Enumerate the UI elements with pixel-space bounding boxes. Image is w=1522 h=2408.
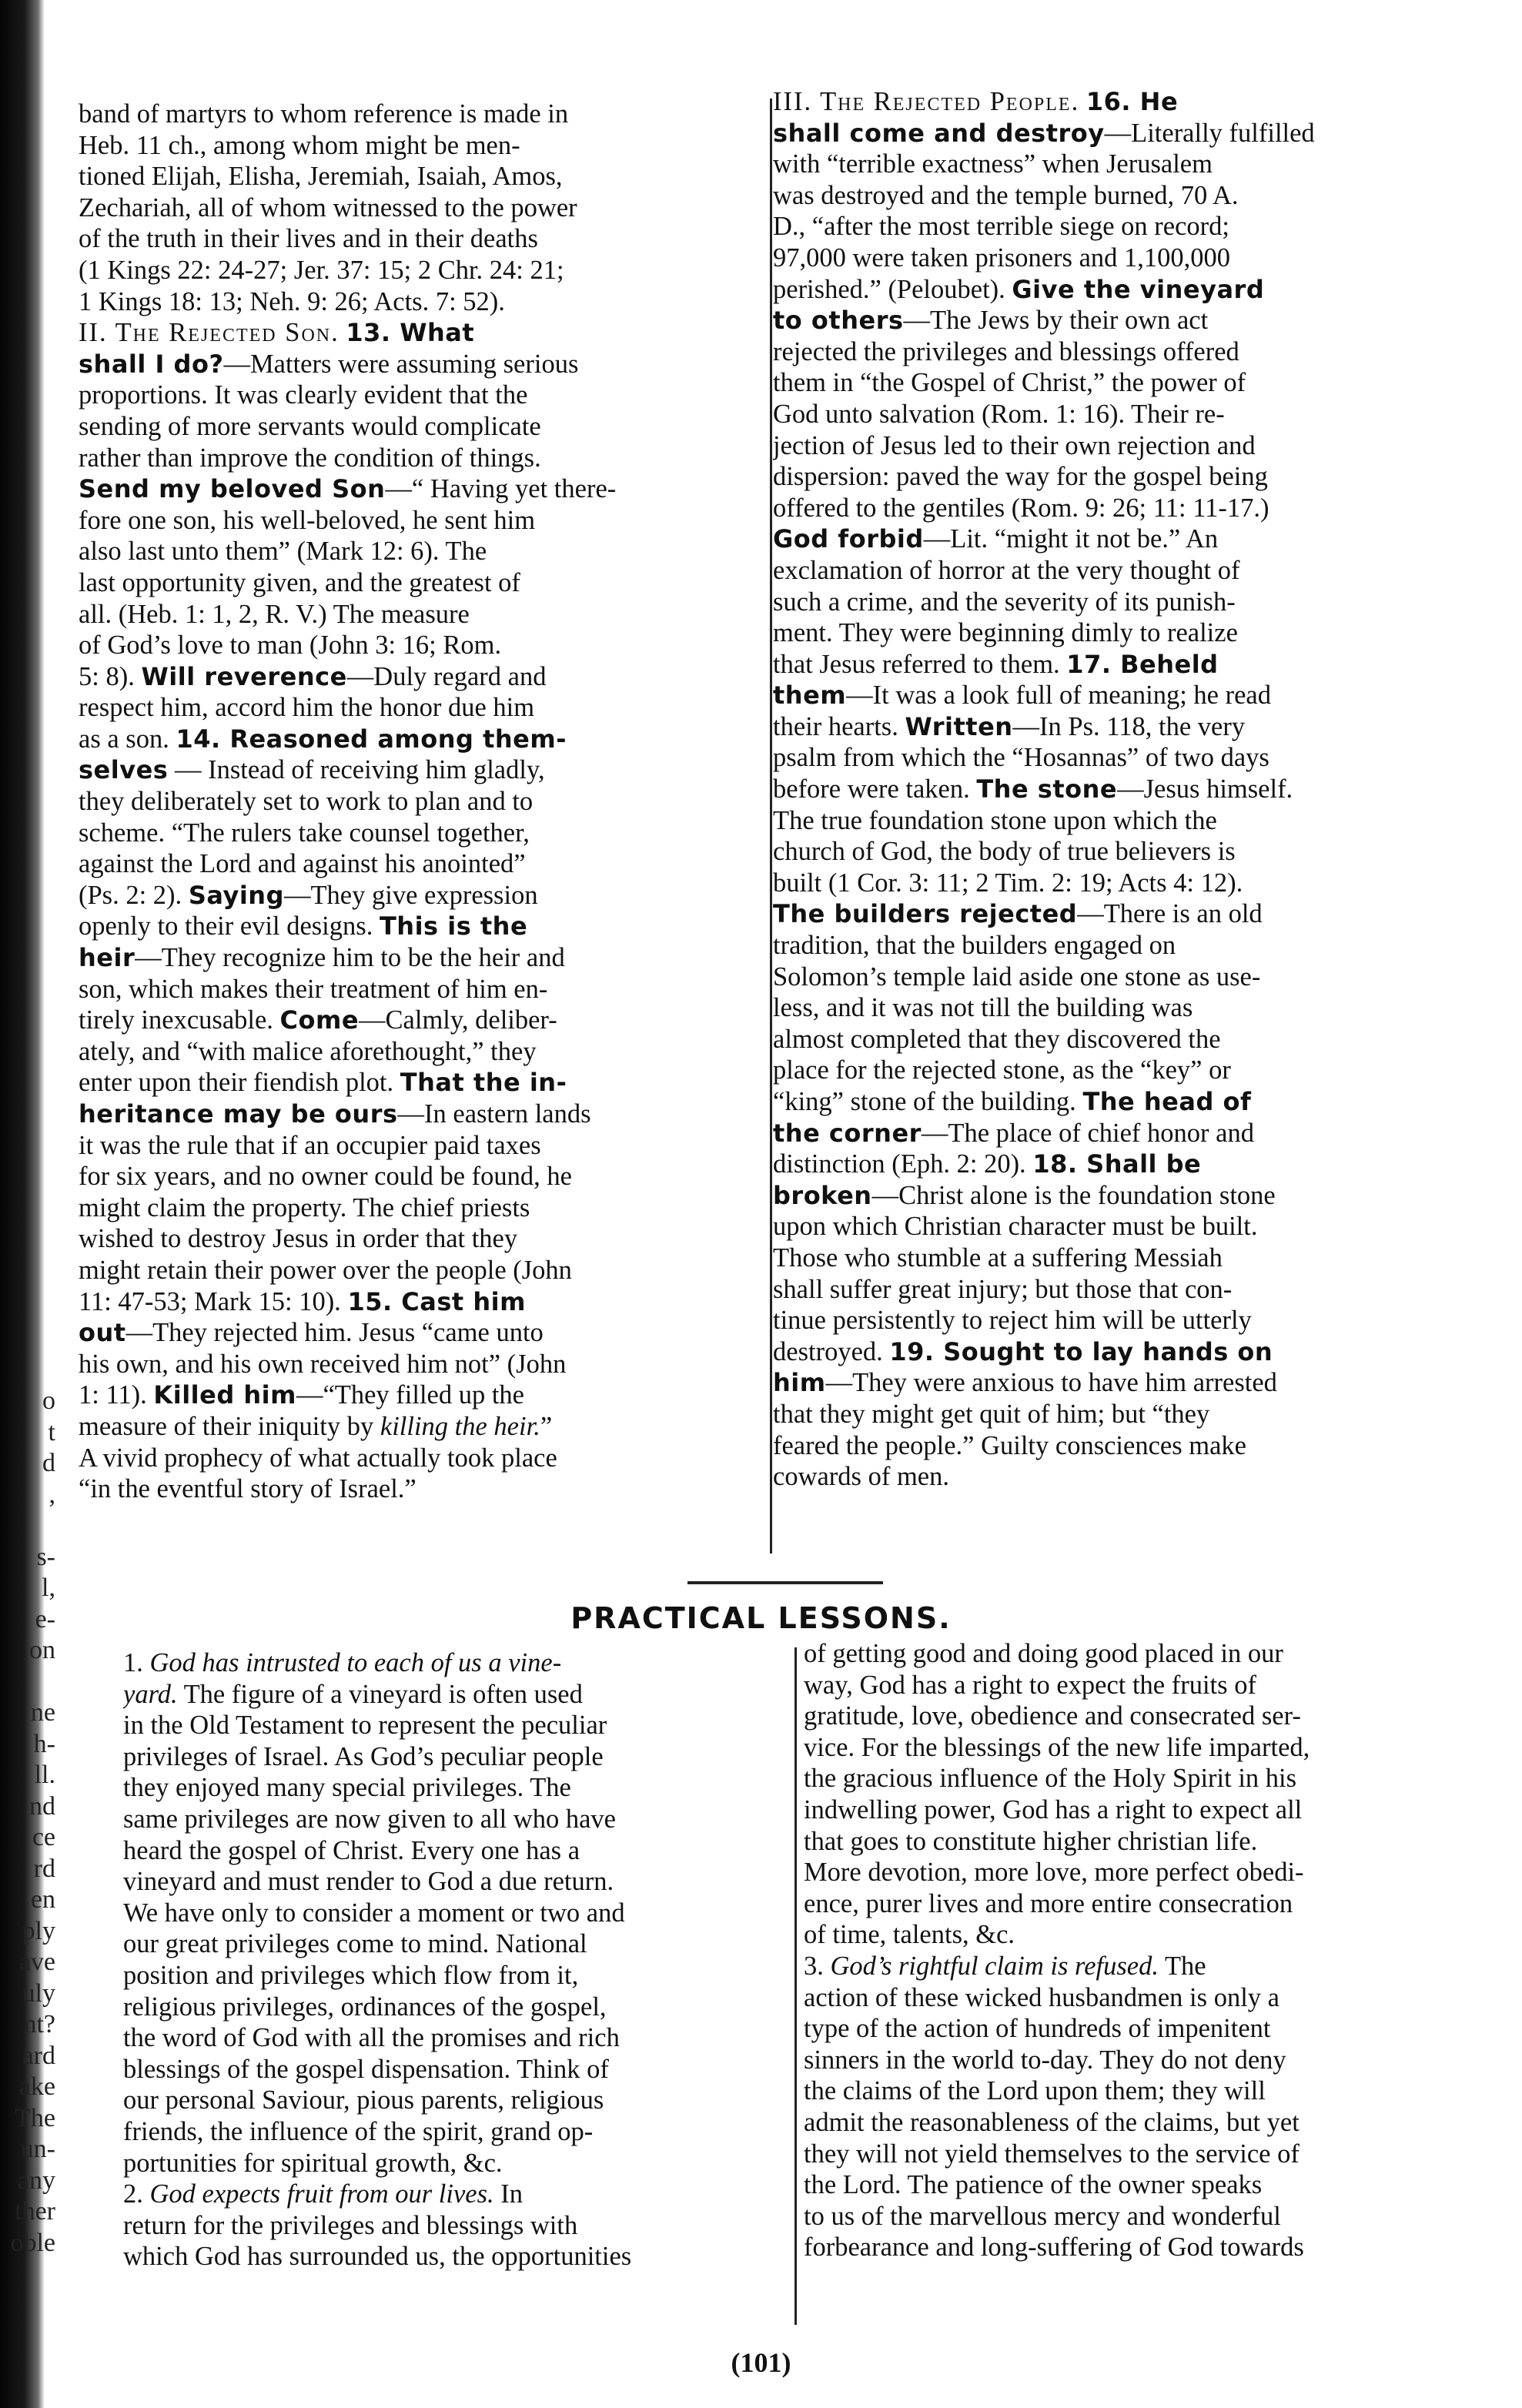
text-run: —The place of chief honor and bbox=[921, 1118, 1254, 1148]
fragment-text: ave bbox=[18, 1948, 55, 1976]
text-line: they enjoyed many special privileges. The bbox=[123, 1773, 571, 1803]
fragment-text: oble bbox=[10, 2228, 55, 2257]
text-run: —In Ps. 118, the very bbox=[1012, 711, 1246, 741]
bold-term: the corner bbox=[773, 1118, 922, 1148]
text-line: might retain their power over the people (John bbox=[79, 1255, 572, 1285]
fragment-text: ply bbox=[22, 1916, 55, 1945]
text-line: for six years, and no owner could be found, he bbox=[79, 1162, 572, 1192]
text-line bbox=[79, 349, 770, 380]
fragment-text: rd bbox=[33, 1854, 55, 1883]
text-line: of getting good and doing good placed in our bbox=[804, 1639, 1283, 1668]
text-line: which God has surrounded us, the opportunities bbox=[123, 2242, 632, 2272]
text-line: against the Lord and against his anointed” bbox=[79, 849, 526, 879]
text-line: they will not yield themselves to the service of bbox=[804, 2139, 1300, 2169]
bold-term: Come bbox=[279, 1005, 360, 1035]
text-line: our great privileges come to mind. National bbox=[123, 1929, 587, 1959]
text-line: 97,000 were taken prisoners and 1,100,000 bbox=[773, 242, 1231, 273]
text-line bbox=[773, 305, 1450, 336]
text-line: Zechariah, all of whom witnessed to the power bbox=[79, 192, 577, 222]
text-line: built (1 Cor. 3: 11; 2 Tim. 2: 19; Acts 4: 12). bbox=[773, 868, 1243, 898]
text-line: religious privileges, ordinances of the gospel, bbox=[123, 1992, 607, 2022]
bold-term: The builders rejected bbox=[773, 899, 1078, 929]
text-line: rather than improve the condition of things. bbox=[79, 443, 541, 473]
text-run: —Calmly, deliber- bbox=[359, 1005, 557, 1035]
text-run: measure of their iniquity by bbox=[79, 1411, 380, 1441]
text-line: sending of more servants would complicate bbox=[79, 411, 541, 441]
text-run: as a son. bbox=[79, 724, 176, 754]
section-heading: III. The Rejected People. bbox=[773, 87, 1080, 116]
text-line: We have only to consider a moment or two and bbox=[123, 1898, 625, 1928]
text-line: tradition, that the builders engaged on bbox=[773, 931, 1176, 961]
text-line: heard the gospel of Christ. Every one has a bbox=[123, 1835, 580, 1865]
text-line: the Lord. The patience of the owner speaks bbox=[804, 2170, 1263, 2200]
text-line: son, which makes their treatment of him en- bbox=[79, 974, 548, 1004]
text-line bbox=[773, 1118, 1450, 1149]
text-run: —Christ alone is the foundation stone bbox=[871, 1180, 1276, 1210]
bold-term: heir bbox=[79, 943, 135, 973]
text-line bbox=[773, 649, 1450, 681]
fragment-text: ther bbox=[15, 2197, 55, 2226]
text-line: God unto salvation (Rom. 1: 16). Their re- bbox=[773, 399, 1225, 429]
text-line: indwelling power, God has a right to expect all bbox=[804, 1794, 1303, 1824]
text-line: might claim the property. The chief priests bbox=[79, 1192, 530, 1222]
text-line: respect him, accord him the honor due him bbox=[79, 693, 535, 723]
text-line: that they might get quit of him; but “they bbox=[773, 1399, 1210, 1429]
fragment-text: any bbox=[17, 2166, 55, 2195]
text-line: place for the rejected stone, as the “key” or bbox=[773, 1055, 1231, 1085]
bold-term: This is the bbox=[379, 911, 528, 941]
bold-term: shall come and destroy bbox=[773, 118, 1105, 148]
text-run: their hearts. bbox=[773, 711, 905, 741]
text-run: enter upon their fiendish plot. bbox=[79, 1068, 400, 1098]
text-line: same privileges are now given to all who have bbox=[123, 1804, 616, 1834]
text-line: with “terrible exactness” when Jerusalem bbox=[773, 149, 1213, 179]
fragment-text: The bbox=[15, 2103, 55, 2132]
text-line: the claims of the Lord upon them; they will bbox=[804, 2076, 1266, 2106]
text-line bbox=[79, 317, 770, 349]
bold-term: God forbid bbox=[773, 524, 924, 554]
text-run: —“They filled up the bbox=[296, 1380, 524, 1410]
text-line: ately, and “with malice aforethought,” they bbox=[79, 1036, 537, 1066]
text-line: jection of Jesus led to their own rejection and bbox=[773, 430, 1256, 460]
bold-term: 16. He bbox=[1085, 87, 1179, 116]
text-line bbox=[79, 1380, 770, 1411]
text-line bbox=[773, 1086, 1450, 1118]
column-divider-upper bbox=[770, 99, 772, 1553]
text-line: shall suffer great injury; but those that con- bbox=[773, 1274, 1233, 1304]
commentary-right-column bbox=[773, 86, 1450, 1493]
text-line: was destroyed and the temple burned, 70 A. bbox=[773, 180, 1239, 210]
text-line: last opportunity given, and the greatest of bbox=[79, 567, 520, 597]
fragment-text: s- bbox=[36, 1542, 55, 1571]
text-line bbox=[79, 1099, 770, 1130]
bold-term: That the in- bbox=[400, 1068, 567, 1098]
practical-lessons-heading: PRACTICAL LESSONS. bbox=[570, 1601, 952, 1635]
text-line bbox=[773, 86, 1450, 118]
text-run: “king” stone of the building. bbox=[773, 1087, 1083, 1116]
text-line bbox=[123, 1679, 785, 1711]
italic-phrase: God has intrusted to each of us a vine- bbox=[149, 1648, 562, 1677]
text-run: distinction (Eph. 2: 20). bbox=[773, 1149, 1033, 1179]
text-line bbox=[79, 473, 770, 505]
bold-term: 13. What bbox=[346, 318, 475, 348]
text-line: D., “after the most terrible siege on record; bbox=[773, 212, 1229, 242]
text-run: —Lit. “might it not be.” An bbox=[923, 524, 1219, 554]
fragment-text: uly bbox=[22, 1978, 55, 2008]
fragment-text: ce bbox=[32, 1823, 55, 1851]
text-line: Solomon’s temple laid aside one stone as use- bbox=[773, 962, 1261, 992]
fragment-text: o bbox=[42, 1386, 55, 1415]
text-line bbox=[79, 911, 770, 942]
bold-term: him bbox=[773, 1368, 826, 1398]
bold-term: 17. Beheld bbox=[1066, 649, 1219, 679]
text-line bbox=[123, 1647, 785, 1679]
text-line: our personal Saviour, pious parents, religious bbox=[123, 2085, 604, 2115]
bold-term: Saying bbox=[188, 880, 284, 910]
text-line bbox=[773, 1180, 1450, 1212]
text-line: position and privileges which flow from it, bbox=[123, 1960, 579, 1990]
text-line bbox=[79, 661, 770, 693]
text-line: band of martyrs to whom reference is made in bbox=[79, 99, 569, 129]
text-line: action of these wicked husbandmen is only a bbox=[804, 1982, 1279, 2012]
text-line bbox=[79, 1317, 770, 1349]
text-run: —They recognize him to be the heir and bbox=[135, 943, 565, 973]
text-line: Those who stumble at a suffering Messiah bbox=[773, 1242, 1223, 1273]
text-line: less, and it was not till the building was bbox=[773, 993, 1193, 1023]
bold-term: out bbox=[79, 1318, 126, 1348]
text-line bbox=[773, 774, 1450, 805]
bold-term: Written bbox=[905, 711, 1013, 741]
text-run bbox=[1079, 87, 1086, 116]
text-line: vineyard and must render to God a due return. bbox=[123, 1867, 614, 1897]
fragment-text: ll. bbox=[34, 1761, 55, 1789]
text-line: them in “the Gospel of Christ,” the power of bbox=[773, 368, 1246, 398]
text-line bbox=[79, 1067, 770, 1099]
text-run: (Ps. 2: 2). bbox=[79, 880, 189, 910]
text-run: —Matters were assuming serious bbox=[223, 349, 579, 379]
text-line: Heb. 11 ch., among whom might be men- bbox=[79, 130, 520, 160]
text-line bbox=[773, 1367, 1450, 1399]
text-line: psalm from which the “Hosannas” of two days bbox=[773, 743, 1269, 773]
fragment-text: on bbox=[29, 1636, 55, 1664]
section-heading: II. The Rejected Son. bbox=[79, 318, 340, 348]
bold-term: them bbox=[773, 681, 847, 711]
text-line: portunities for spiritual growth, &c. bbox=[123, 2148, 503, 2178]
text-line: privileges of Israel. As God’s peculiar people bbox=[123, 1741, 604, 1771]
text-line: wished to destroy Jesus in order that they bbox=[79, 1224, 518, 1254]
text-line: fore one son, his well-beloved, he sent him bbox=[79, 505, 536, 535]
text-run: —There is an old bbox=[1077, 899, 1263, 929]
fragment-text: un- bbox=[20, 2135, 55, 2163]
text-line bbox=[773, 680, 1450, 711]
bold-term: 19. Sought to lay hands on bbox=[889, 1336, 1273, 1366]
text-run: 2. bbox=[123, 2179, 150, 2209]
text-line: of the truth in their lives and in their deaths bbox=[79, 224, 538, 254]
text-line: his own, and his own received him not” (John bbox=[79, 1349, 567, 1379]
bold-term: shall I do? bbox=[79, 349, 224, 379]
text-line: upon which Christian character must be built. bbox=[773, 1212, 1258, 1242]
text-run: 1: 11). bbox=[79, 1380, 154, 1410]
column-divider-lower bbox=[794, 1647, 797, 2325]
text-line: the gracious influence of the Holy Spirit in his bbox=[804, 1764, 1297, 1794]
text-line bbox=[773, 1336, 1450, 1368]
fragment-text: ake bbox=[18, 2072, 55, 2101]
text-line: dispersion: paved the way for the gospel being bbox=[773, 462, 1268, 492]
bold-term: Killed him bbox=[153, 1380, 296, 1410]
text-run: The figure of a vineyard is often used bbox=[177, 1679, 583, 1709]
text-line: ence, purer lives and more entire consecration bbox=[804, 1888, 1293, 1918]
commentary-left-column bbox=[79, 99, 770, 1505]
text-line: of God’s love to man (John 3: 16; Rom. bbox=[79, 630, 502, 661]
text-line: in the Old Testament to represent the peculiar bbox=[123, 1711, 607, 1741]
text-line bbox=[773, 711, 1450, 743]
fragment-text: nd bbox=[29, 1791, 55, 1821]
fragment-text: ne bbox=[30, 1698, 55, 1727]
text-line bbox=[804, 1951, 1460, 1982]
fragment-text: , bbox=[49, 1480, 55, 1509]
text-line: the word of God with all the promises and rich bbox=[123, 2023, 620, 2053]
text-run: destroyed. bbox=[773, 1336, 890, 1366]
text-run: ” bbox=[540, 1411, 553, 1441]
text-line bbox=[79, 1005, 770, 1036]
text-run: that Jesus referred to them. bbox=[773, 649, 1067, 679]
bold-term: 15. Cast him bbox=[347, 1286, 526, 1316]
text-run: 3. bbox=[804, 1951, 831, 1981]
italic-phrase: yard. bbox=[123, 1679, 178, 1709]
text-run: —In eastern lands bbox=[397, 1099, 591, 1129]
text-line: scheme. “The rulers take counsel together, bbox=[79, 818, 530, 848]
text-line: way, God has a right to expect the fruits of bbox=[804, 1670, 1256, 1700]
fragment-text: ard bbox=[22, 2041, 55, 2070]
text-line: blessings of the gospel dispensation. Think of bbox=[123, 2054, 609, 2084]
text-line: proportions. It was clearly evident that the bbox=[79, 380, 528, 410]
text-line: tinue persistently to reject him will be utterly bbox=[773, 1306, 1252, 1336]
text-line bbox=[79, 1411, 770, 1443]
text-line: that goes to constitute higher christian life. bbox=[804, 1826, 1258, 1856]
text-line bbox=[79, 724, 770, 755]
text-run: 1. bbox=[123, 1648, 150, 1677]
text-line: gratitude, love, obedience and consecrated ser- bbox=[804, 1701, 1301, 1731]
text-run: —Jesus himself. bbox=[1117, 774, 1293, 804]
text-run: 5: 8). bbox=[79, 661, 142, 691]
text-run: —The Jews by their own act bbox=[903, 306, 1209, 336]
bold-term: Will reverence bbox=[141, 661, 347, 691]
text-run: —“ Having yet there- bbox=[385, 474, 617, 504]
text-line: (1 Kings 22: 24-27; Jer. 37: 15; 2 Chr. 24: 21; bbox=[79, 255, 564, 285]
text-line: all. (Heb. 1: 1, 2, R. V.) The measure bbox=[79, 599, 470, 629]
text-run: In bbox=[493, 2179, 524, 2209]
fragment-text: l, bbox=[42, 1574, 55, 1602]
text-line: admit the reasonableness of the claims, but yet bbox=[804, 2107, 1300, 2137]
page-number: (101) bbox=[731, 2347, 791, 2378]
bold-term: The stone bbox=[976, 774, 1118, 804]
text-line bbox=[773, 1149, 1450, 1180]
text-line: A vivid prophecy of what actually took place bbox=[79, 1443, 557, 1473]
bold-term: to others bbox=[773, 306, 904, 336]
text-line: “in the eventful story of Israel.” bbox=[79, 1474, 416, 1504]
fragment-text: t bbox=[48, 1417, 55, 1446]
text-line: almost completed that they discovered the bbox=[773, 1024, 1221, 1054]
bold-term: heritance may be ours bbox=[79, 1099, 398, 1129]
bold-term: Give the vineyard bbox=[1012, 274, 1265, 304]
lessons-right-column bbox=[804, 1638, 1460, 2263]
fragment-text bbox=[0, 1510, 55, 1542]
bold-term: broken bbox=[773, 1180, 872, 1210]
text-run: —They rejected him. Jesus “came unto bbox=[125, 1318, 544, 1348]
section-divider bbox=[687, 1581, 883, 1584]
facing-page-fragments bbox=[0, 1386, 55, 2259]
text-line: return for the privileges and blessings with bbox=[123, 2210, 578, 2240]
fragment-text: en bbox=[30, 1885, 55, 1914]
text-line: to us of the marvellous mercy and wonderful bbox=[804, 2201, 1281, 2231]
italic-phrase: God expects fruit from our lives. bbox=[149, 2179, 494, 2209]
text-line bbox=[773, 274, 1450, 306]
text-run: —They give expression bbox=[283, 880, 538, 910]
text-line: also last unto them” (Mark 12: 6). The bbox=[79, 537, 487, 567]
text-run: tirely inexcusable. bbox=[79, 1005, 280, 1035]
fragment-text: e- bbox=[35, 1604, 55, 1634]
bold-term: 14. Reasoned among them- bbox=[176, 724, 567, 754]
text-line bbox=[773, 898, 1450, 930]
text-line: they deliberately set to work to plan and to bbox=[79, 787, 534, 817]
text-run: —They were anxious to have him arrested bbox=[825, 1368, 1277, 1398]
text-line: rejected the privileges and blessings offered bbox=[773, 336, 1239, 366]
fragment-text bbox=[0, 1667, 55, 1698]
text-line: sinners in the world to-day. They do not deny bbox=[804, 2045, 1286, 2075]
italic-phrase: God’s rightful claim is refused. bbox=[830, 1951, 1159, 1981]
lessons-left-column bbox=[123, 1647, 785, 2273]
text-line: vice. For the blessings of the new life imparted, bbox=[804, 1732, 1310, 1762]
text-line: cowards of men. bbox=[773, 1462, 949, 1492]
text-line: type of the action of hundreds of impenitent bbox=[804, 2014, 1271, 2044]
text-line bbox=[79, 754, 770, 786]
text-line: feared the people.” Guilty consciences make bbox=[773, 1430, 1246, 1460]
text-line: The true foundation stone upon which the bbox=[773, 805, 1217, 835]
text-line: of time, talents, &c. bbox=[804, 1920, 1015, 1950]
text-run: —Duly regard and bbox=[346, 661, 547, 691]
text-line bbox=[773, 523, 1450, 555]
text-line: 1 Kings 18: 13; Neh. 9: 26; Acts. 7: 52). bbox=[79, 286, 505, 316]
text-line bbox=[79, 880, 770, 911]
text-run: 11: 47-53; Mark 15: 10). bbox=[79, 1286, 348, 1316]
text-run: —Literally fulfilled bbox=[1104, 118, 1315, 148]
text-run: openly to their evil designs. bbox=[79, 911, 380, 941]
text-line: tioned Elijah, Elisha, Jeremiah, Isaiah, Amos, bbox=[79, 162, 563, 192]
fragment-text: h- bbox=[33, 1729, 55, 1758]
text-run: perished.” (Peloubet). bbox=[773, 274, 1012, 304]
text-line bbox=[79, 1286, 770, 1318]
text-line: forbearance and long-suffering of God towards bbox=[804, 2232, 1304, 2263]
bold-term: The head of bbox=[1082, 1087, 1252, 1116]
bold-term: 18. Shall be bbox=[1032, 1149, 1202, 1179]
text-line bbox=[773, 118, 1450, 149]
text-line: More devotion, more love, more perfect obedi- bbox=[804, 1858, 1304, 1888]
text-run: —It was a look full of meaning; he read bbox=[846, 681, 1271, 711]
text-line bbox=[123, 2179, 785, 2210]
text-line: friends, the influence of the spirit, grand op- bbox=[123, 2116, 594, 2146]
fragment-text: d bbox=[42, 1449, 55, 1477]
text-run: — Instead of receiving him gladly, bbox=[168, 755, 545, 785]
text-line: it was the rule that if an occupier paid taxes bbox=[79, 1130, 541, 1160]
text-line: ment. They were beginning dimly to realize bbox=[773, 618, 1238, 648]
text-line: church of God, the body of true believers is bbox=[773, 837, 1236, 867]
text-run: The bbox=[1158, 1951, 1206, 1981]
fragment-text: nt? bbox=[23, 2010, 55, 2038]
text-line: offered to the gentiles (Rom. 9: 26; 11: 11-17.) bbox=[773, 493, 1269, 523]
text-run: before were taken. bbox=[773, 774, 977, 804]
bold-term: selves bbox=[79, 755, 169, 785]
italic-phrase: killing the heir. bbox=[380, 1411, 540, 1441]
text-line: such a crime, and the severity of its punish- bbox=[773, 587, 1236, 617]
text-line: exclamation of horror at the very thought of bbox=[773, 555, 1240, 585]
text-line bbox=[79, 942, 770, 974]
bold-term: Send my beloved Son bbox=[79, 474, 386, 504]
